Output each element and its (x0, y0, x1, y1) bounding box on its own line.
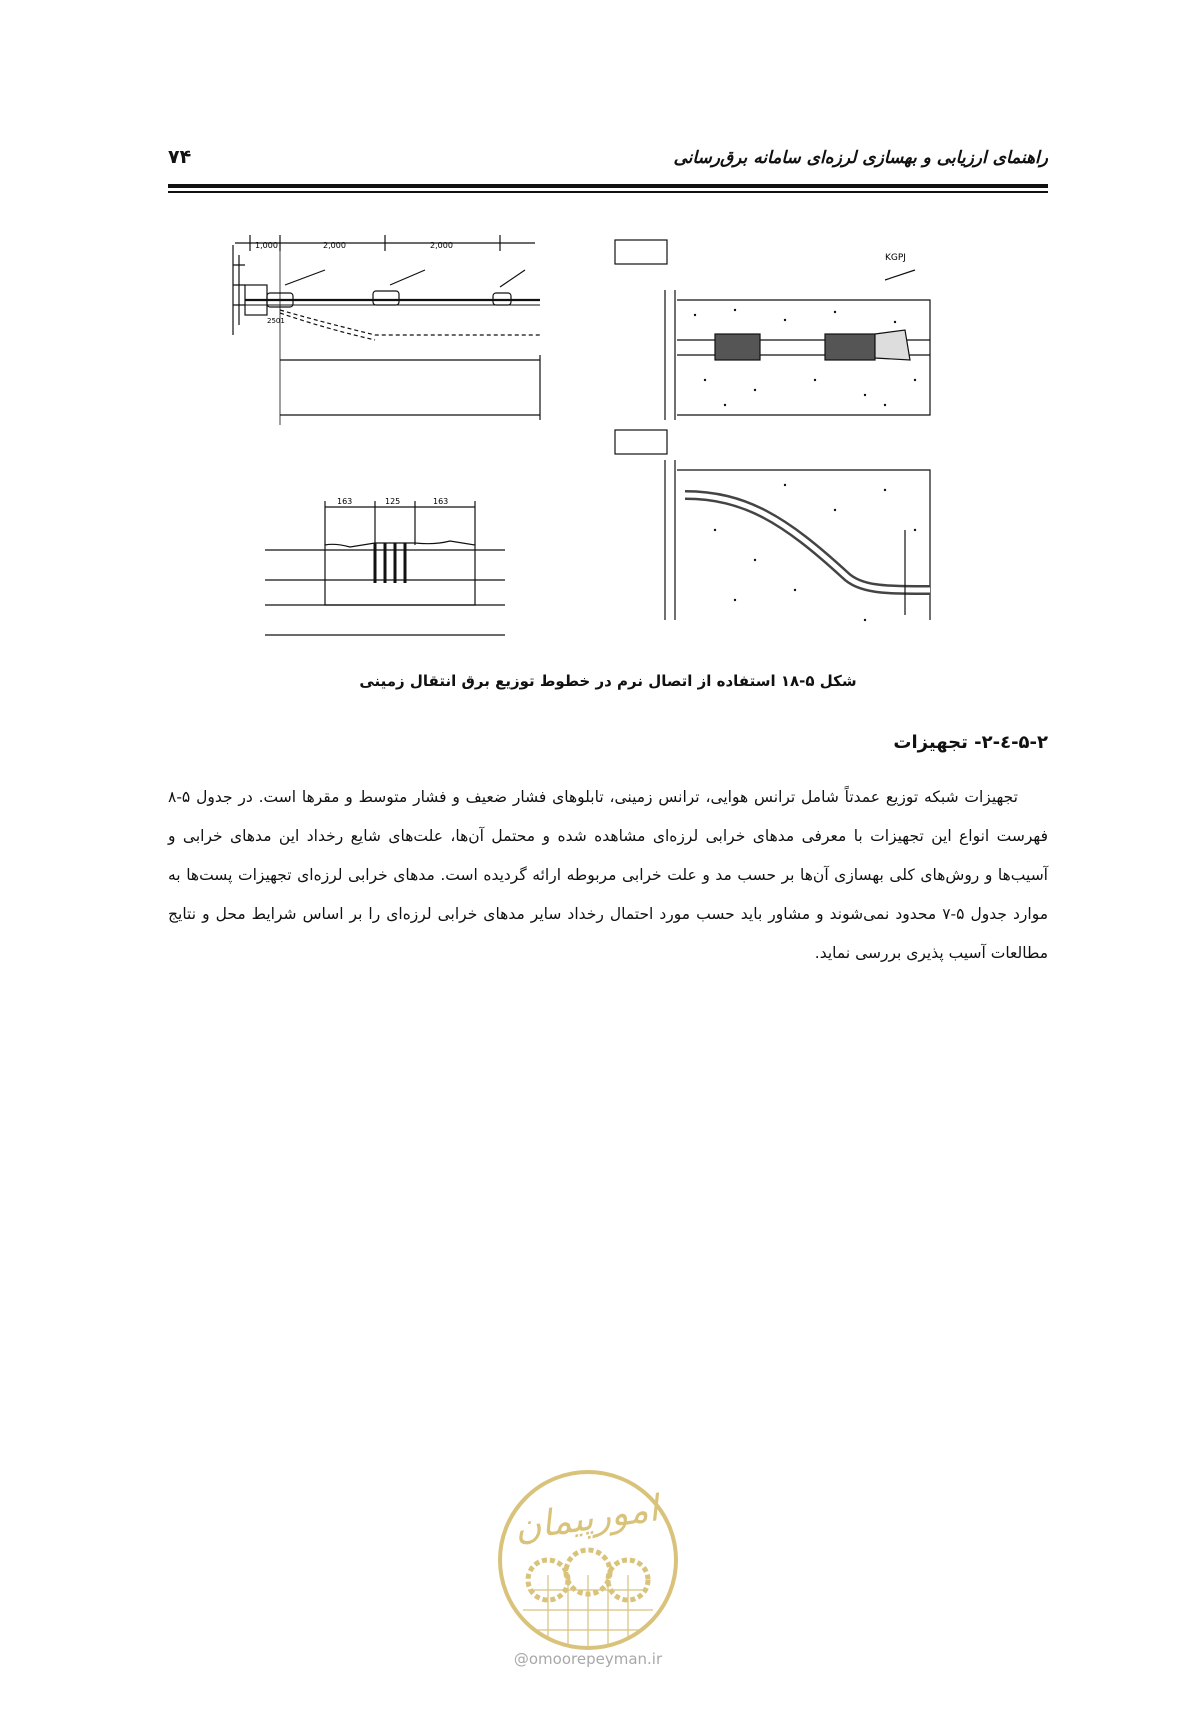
running-title: راهنمای ارزیابی و بهسازی لرزه‌ای سامانه برق‌رسانی (673, 148, 1048, 168)
dim-label-125: 125 (385, 497, 401, 506)
dim-label-2501: 2501 (267, 317, 285, 325)
dim-label-2000-b: 2,000 (430, 241, 453, 250)
buried-cable-panels (585, 230, 965, 640)
watermark-url: @omoorepeyman.ir (513, 1650, 663, 1668)
figure-caption: شکل ۵-۱۸ استفاده از اتصال نرم در خطوط توزیع برق انتقال زمینی (359, 672, 857, 690)
header-rule-thick (168, 184, 1048, 188)
header-rule-thin (168, 191, 1048, 193)
page-header (168, 140, 1048, 180)
watermark-logo-text: امورپیمان (512, 1488, 661, 1549)
joint-detail-drawing (265, 495, 505, 645)
figure (225, 225, 985, 645)
dim-label-2000-a: 2,000 (323, 241, 346, 250)
dim-label-1000: 1,000 (255, 241, 278, 250)
page-number: ۷۴ (168, 146, 192, 168)
watermark-logo (488, 1450, 688, 1670)
kgpj-label: KGPJ (885, 253, 906, 263)
section-heading: ۵-۲-٤-۲- تجهیزات (893, 732, 1048, 753)
watermark (488, 1450, 688, 1710)
dim-label-163-b: 163 (433, 497, 449, 506)
dim-label-163-a: 163 (337, 497, 353, 506)
body-paragraph: تجهیزات شبکه توزیع عمدتاً شامل ترانس هوایی، ترانس زمینی، تابلوهای فشار ضعیف و فشار متوسط و مقرها است. در جدول ۵-۸ فهرست انواع این تجهیزات با معرفی مدهای خرابی لرزه‌ای مشاهده شده و محتمل آن‌ها، علت‌های شایع رخداد این مدهای خرابی و آسیب‌ها و روش‌های کلی بهسازی آن‌ها بر حسب مد و علت خرابی مربوطه ارائه گردیده است. مدهای خرابی لرزه‌ای تجهیزات پست‌ها به موارد جدول ۵-۷ محدود نمی‌شوند و مشاور باید حسب مورد احتمال رخداد سایر مدهای خرابی لرزه‌ای را بر اساس شرایط محل و نتایج مطالعات آسیب پذیری بررسی نماید. (168, 788, 1048, 962)
cable-elevation-drawing (225, 225, 565, 425)
